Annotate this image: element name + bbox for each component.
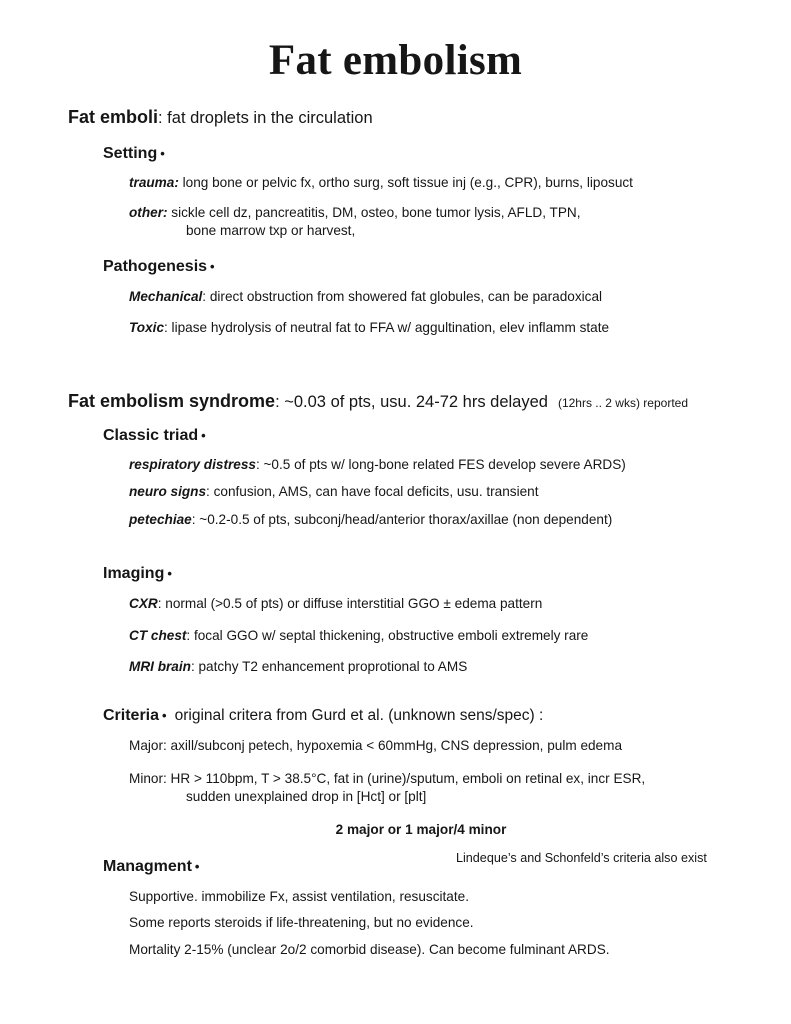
cxr-text: : normal (>0.5 of pts) or diffuse interstitial GGO ± edema pattern — [157, 596, 543, 611]
other-criteria-note: Lindeque’s and Schonfeld’s criteria also exist — [456, 851, 707, 865]
imaging-cxr — [129, 596, 542, 611]
criteria-label: Criteria — [103, 707, 160, 724]
trauma-text: long bone or pelvic fx, ortho surg, soft tissue inj (e.g., CPR), burns, liposuct — [178, 175, 633, 190]
mechanical-text: : direct obstruction from showered fat globules, can be paradoxical — [202, 289, 603, 304]
triad-neuro — [129, 484, 539, 499]
criteria-minor-continued: sudden unexplained drop in [Hct] or [plt] — [186, 789, 427, 804]
trauma-label: trauma: — [129, 175, 179, 190]
petechiae-text: : ~0.2-0.5 of pts, subconj/head/anterior thorax/axillae (non dependent) — [191, 512, 613, 527]
criteria-minor: Minor: HR > 110bpm, T > 38.5°C, fat in (urine)/sputum, emboli on retinal ex, incr ESR, — [129, 771, 646, 786]
respiratory-text: : ~0.5 of pts w/ long-bone related FES develop severe ARDS) — [255, 457, 626, 472]
setting-heading — [103, 145, 165, 163]
fes-definition: : ~0.03 of pts, usu. 24-72 hrs delayed — [275, 393, 548, 411]
management-label: Managment — [103, 858, 192, 875]
ct-chest-text: : focal GGO w/ septal thickening, obstructive emboli extremely rare — [186, 628, 589, 643]
pathogenesis-heading — [103, 258, 215, 276]
triad-heading — [103, 427, 206, 445]
bullet: • — [162, 708, 167, 723]
bullet: • — [201, 428, 206, 443]
fat-emboli-term: Fat emboli — [68, 107, 159, 127]
triad-label: Classic triad — [103, 427, 199, 444]
criteria-source-note: original critera from Gurd et al. (unknown sens/spec) : — [174, 707, 544, 724]
bullet: • — [194, 859, 200, 874]
neuro-label: neuro signs — [129, 484, 207, 499]
fat-emboli-definition: : fat droplets in the circulation — [158, 109, 373, 127]
pathogenesis-toxic — [129, 320, 609, 335]
imaging-ct-chest — [129, 628, 588, 643]
fes-heading — [68, 391, 688, 412]
imaging-mri-brain — [129, 659, 467, 674]
setting-other-continued: bone marrow txp or harvest, — [186, 223, 356, 238]
criteria-major: Major: axill/subconj petech, hypoxemia < 60mmHg, CNS depression, pulm edema — [129, 738, 623, 753]
fat-emboli-heading — [68, 107, 373, 128]
management-line-3: Mortality 2-15% (unclear 2o/2 comorbid disease). Can become fulminant ARDS. — [129, 942, 610, 957]
management-line-2: Some reports steroids if life-threatening, but no evidence. — [129, 915, 474, 930]
triad-petechiae — [129, 512, 612, 527]
respiratory-label: respiratory distress — [129, 457, 256, 472]
criteria-rule: 2 major or 1 major/4 minor — [335, 822, 507, 837]
management-line-1: Supportive. immobilize Fx, assist ventilation, resuscitate. — [129, 889, 469, 904]
neuro-text: : confusion, AMS, can have focal deficits, usu. transient — [206, 484, 539, 499]
bullet: • — [167, 566, 172, 581]
bullet: • — [160, 146, 165, 161]
management-heading — [103, 858, 199, 876]
setting-trauma — [129, 175, 633, 190]
ct-chest-label: CT chest — [129, 628, 187, 643]
mechanical-label: Mechanical — [129, 289, 203, 304]
setting-label: Setting — [103, 145, 158, 162]
other-text: sickle cell dz, pancreatitis, DM, osteo, bone tumor lysis, AFLD, TPN, — [167, 205, 581, 220]
petechiae-label: petechiae — [129, 512, 192, 527]
page-title: Fat embolism — [268, 37, 523, 84]
triad-respiratory — [129, 457, 626, 472]
imaging-heading — [103, 565, 172, 583]
cxr-label: CXR — [129, 596, 158, 611]
fes-term: Fat embolism syndrome — [68, 391, 276, 411]
toxic-label: Toxic — [129, 320, 164, 335]
other-label: other: — [129, 205, 168, 220]
pathogenesis-mechanical — [129, 289, 602, 304]
mri-brain-text: : patchy T2 enhancement proprotional to AMS — [190, 659, 468, 674]
imaging-label: Imaging — [103, 565, 165, 582]
mri-brain-label: MRI brain — [129, 659, 191, 674]
toxic-text: : lipase hydrolysis of neutral fat to FFA w/ aggultination, elev inflamm state — [164, 320, 610, 335]
pathogenesis-label: Pathogenesis — [103, 258, 208, 275]
fes-timing-note: (12hrs .. 2 wks) reported — [557, 396, 689, 410]
bullet: • — [210, 259, 215, 274]
criteria-heading — [103, 707, 543, 725]
setting-other — [129, 205, 581, 220]
